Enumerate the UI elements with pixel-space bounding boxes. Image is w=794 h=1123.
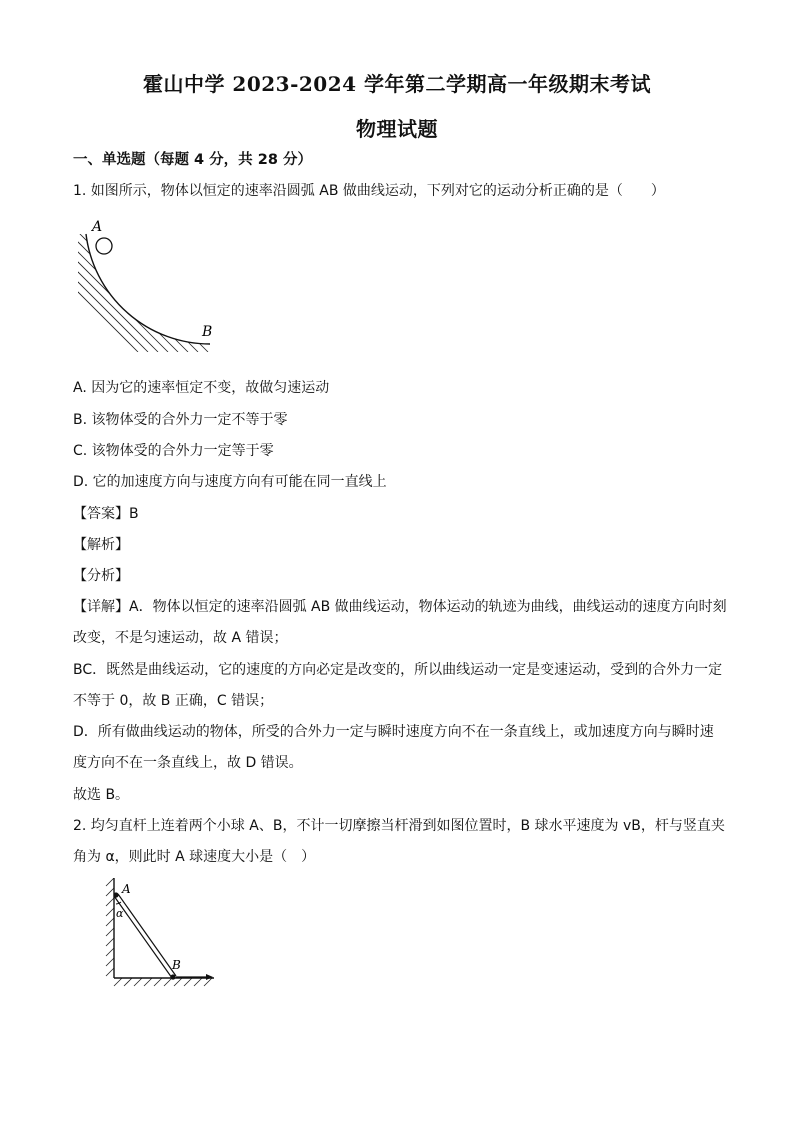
q1-option-b: B. 该物体受的合外力一定不等于零 [73, 412, 288, 428]
q1-stem: 1. 如图所示，物体以恒定的速率沿圆弧 AB 做曲线运动，下列对它的运动分析正确的是（ ） [73, 183, 665, 199]
arrow-head-icon [206, 974, 213, 980]
q1-detail-line: 不等于 0，故 B 正确，C 错误； [73, 693, 274, 709]
q1-option-c: C. 该物体受的合外力一定等于零 [73, 443, 274, 459]
q2-stem-line: 角为 α，则此时 A 球速度大小是（ ） [73, 849, 316, 865]
ball-b [170, 974, 175, 979]
q1-detail-line: D．所有做曲线运动的物体，所受的合外力一定与瞬时速度方向不在一条直线上，或加速度方向与瞬时速 [73, 724, 714, 740]
floor-hatching [114, 978, 212, 986]
ball-a [96, 238, 112, 254]
q1-detail-line: 度方向不在一条直线上，故 D 错误。 [73, 755, 303, 771]
q2-stem-line: 2. 均匀直杆上连着两个小球 A、B，不计一切摩擦当杆滑到如图位置时，B 球水平速度为 vB，杆与竖直夹 [73, 818, 725, 834]
section-heading: 一、单选题（每题 4 分，共 28 分） [73, 152, 312, 168]
label-a: A [92, 219, 103, 235]
wall-hatching [106, 878, 114, 976]
label-a: A [122, 882, 131, 896]
q1-conclusion: 故选 B。 [73, 787, 130, 803]
label-b: B [172, 958, 181, 972]
q2-rod-figure [100, 878, 220, 988]
ball-a [113, 892, 118, 897]
exam-title: 霍山中学 2023-2024 学年第二学期高一年级期末考试 [142, 72, 652, 96]
q1-detail-line: 改变，不是匀速运动，故 A 错误； [73, 630, 288, 646]
label-alpha: α [116, 907, 124, 920]
label-b: B [202, 324, 213, 340]
q1-answer: 【答案】B [73, 506, 139, 522]
q1-option-a: A. 因为它的速率恒定不变，故做匀速运动 [73, 380, 330, 396]
q1-arc-figure [78, 212, 228, 352]
q1-detail-line: 【详解】A．物体以恒定的速率沿圆弧 AB 做曲线运动，物体运动的轨迹为曲线，曲线运动的速度方向时刻 [73, 599, 727, 615]
rod-edge [118, 894, 176, 976]
q1-fenxi-tag: 【分析】 [73, 568, 129, 584]
q1-detail-line: BC．既然是曲线运动，它的速度的方向必定是改变的，所以曲线运动一定是变速运动，受到的合外力一定 [73, 662, 723, 678]
q1-analysis-tag: 【解析】 [73, 537, 129, 553]
q1-option-d: D. 它的加速度方向与速度方向有可能在同一直线上 [73, 474, 387, 490]
exam-subtitle: 物理试题 [356, 117, 438, 141]
